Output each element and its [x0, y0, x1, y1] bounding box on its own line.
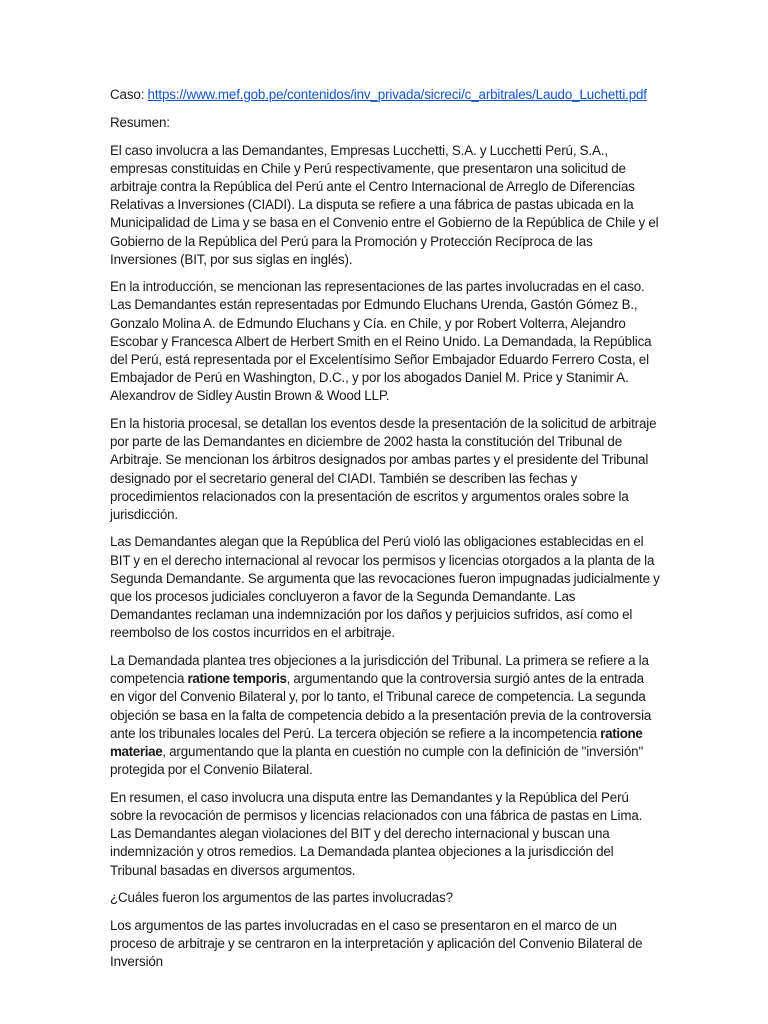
question-heading: ¿Cuáles fueron los argumentos de las partes involucradas?: [110, 890, 453, 905]
paragraph-arguments: Los argumentos de las partes involucradas en el caso se presentaron en el marco de un proceso de arbitraje y se centraron en la interpretación y aplicación del Convenio Bilateral de Inversión: [110, 917, 643, 969]
objections-text-2: , argumentando que la controversia surgió antes de la entrada en vigor del Convenio Bilateral y, por lo tanto, el Tribunal carece de competencia. La segunda objeción se basa en la falta de competencia debido a la presentación previa de la controversia ante los tribunales locales del Perú. La tercera objeción se refiere a la incompetencia: [110, 671, 652, 741]
case-line: [110, 86, 660, 104]
objections-text-3: , argumentando que la planta en cuestión no cumple con la definición de "inversión" protegida por el Convenio Bilateral.: [110, 743, 644, 778]
summary-heading: Resumen:: [110, 115, 170, 130]
paragraph-summary: En resumen, el caso involucra una disputa entre las Demandantes y la República del Perú sobre la revocación de permisos y licencias relacionados con una fábrica de pastas en Lima. Las Demandantes alegan violaciones del BIT y del derecho internacional y buscan una indemnización y otros remedios. La Demandada plantea objeciones a la jurisdicción del Tribunal basadas en diversos argumentos.: [110, 789, 643, 878]
paragraph-claimant-allegations: Las Demandantes alegan que la República del Perú violó las obligaciones establecidas en el BIT y en el derecho internacional al revocar los permisos y licencias otorgados a la planta de la Segunda Demandante. Se argumenta que las revocaciones fueron impugnadas judicialmente y que los procesos judiciales concluyeron a favor de la Segunda Demandante. Las Demandantes reclaman una indemnización por los daños y perjuicios sufridos, así como el reembolso de los costos incurridos en el arbitraje.: [110, 534, 660, 641]
ratione-temporis-term: ratione temporis: [187, 671, 287, 687]
paragraph-representation: En la introducción, se mencionan las representaciones de las partes involucradas en el caso. Las Demandantes están representadas por Edmundo Eluchans Urenda, Gastón Gómez B., Gonzalo Molina A. de Edmundo Eluchans y Cía. en Chile, y por Robert Volterra, Alejandro Escobar y Francesca Albert de Herbert Smith en el Reino Unido. La Demandada, la República del Perú, está representada por el Excelentísimo Señor Embajador Eduardo Ferrero Costa, el Embajador de Perú en Washington, D.C., y por los abogados Daniel M. Price y Stanimir A. Alexandrov de Sidley Austin Brown & Wood LLP.: [110, 279, 652, 404]
case-label: Caso:: [110, 87, 145, 102]
paragraph-jurisdiction-objections: [110, 652, 660, 779]
case-link[interactable]: https://www.mef.gob.pe/contenidos/inv_privada/sicreci/c_arbitrales/Laudo_Luchetti.pdf: [147, 87, 647, 102]
paragraph-case-overview: El caso involucra a las Demandantes, Empresas Lucchetti, S.A. y Lucchetti Perú, S.A., empresas constituidas en Chile y Perú respectivamente, que presentaron una solicitud de arbitraje contra la República del Perú ante el Centro Internacional de Arreglo de Diferencias Relativas a Inversiones (CIADI). La disputa se refiere a una fábrica de pastas ubicada en la Municipalidad de Lima y se basa en el Convenio entre el Gobierno de la República de Chile y el Gobierno de la República del Perú para la Promoción y Protección Recíproca de las Inversiones (BIT, por sus siglas en inglés).: [110, 142, 659, 267]
paragraph-procedural-history: En la historia procesal, se detallan los eventos desde la presentación de la solicitud de arbitraje por parte de las Demandantes en diciembre de 2002 hasta la constitución del Tribunal de Arbitraje. Se mencionan los árbitros designados por ambas partes y el presidente del Tribunal designado por el secretario general del CIADI. También se describen las fechas y procedimientos relacionados con la presentación de escritos y argumentos orales sobre la jurisdicción.: [110, 415, 657, 522]
document-page: [110, 86, 660, 980]
objections-text-1: La Demandada plantea tres objeciones a la jurisdicción del Tribunal. La primera se refiere a la competencia: [110, 652, 649, 687]
ratione-materiae-term: ratione materiae: [110, 725, 643, 759]
